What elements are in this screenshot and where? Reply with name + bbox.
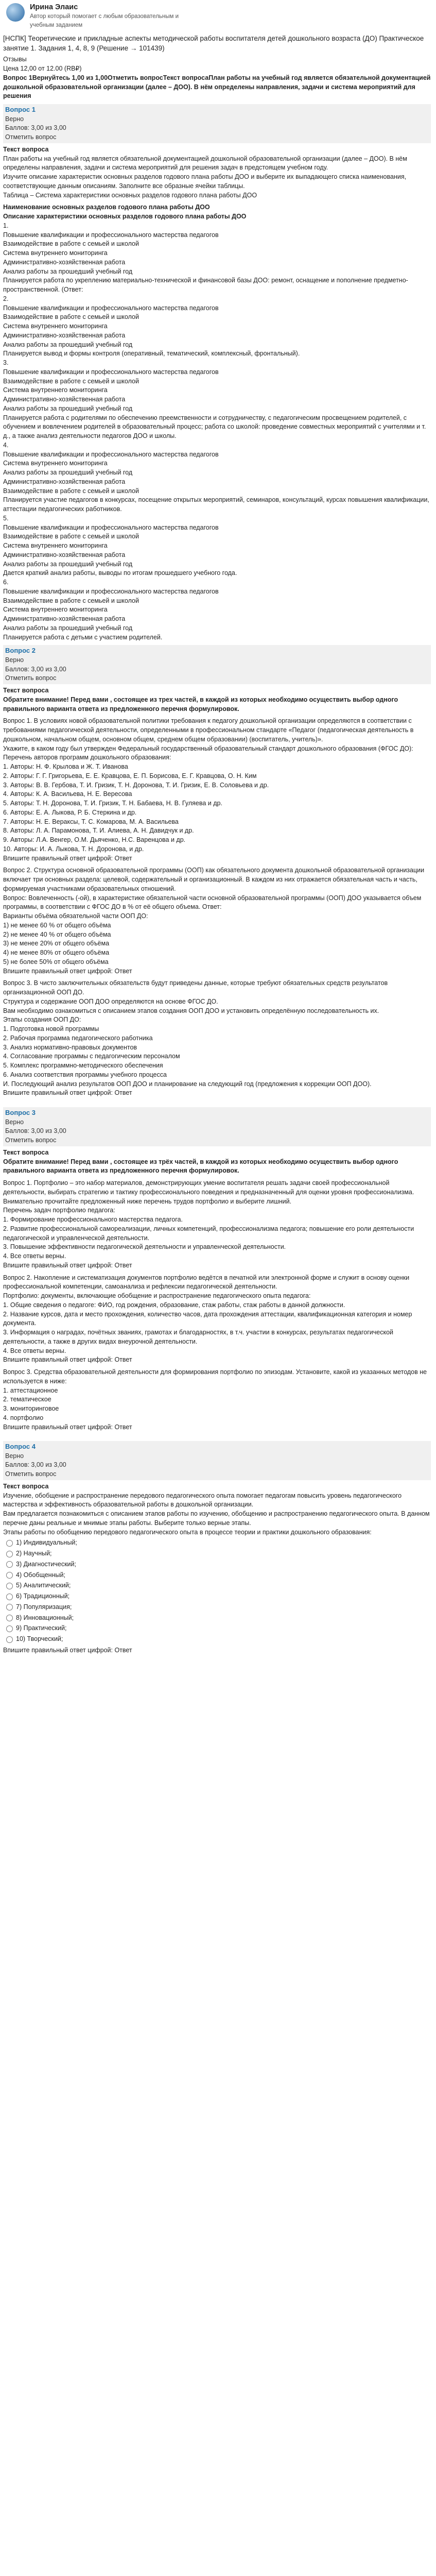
row-line: Административно-хозяйственная работа xyxy=(3,258,126,266)
q3-answer-a[interactable]: Впишите правильный ответ цифрой: Ответ xyxy=(3,1261,132,1269)
radio-icon[interactable] xyxy=(6,1572,13,1579)
list-item: 3. Повышение эффективности педагогической деятельности и управленческой деятельности. xyxy=(3,1243,286,1251)
question-3-label: Текст вопроса xyxy=(3,1148,49,1156)
q3-p2: Вопрос 2. Накопление и систематизация документов портфолио ведётся в печатной или электронной форме и служит в основу оценки профессиональной компетенции, самоанализа и рефлексии педагогической деятельности. xyxy=(3,1274,410,1291)
q3-p2b: Портфолио: документы, включающие обобщение и распространение педагогического опыта педагога: xyxy=(3,1292,311,1299)
question-4-score: Баллов: 3,00 из 3,00 xyxy=(5,1461,66,1469)
q4-p1c: Этапы работы по обобщению передового педагогического опыта в процессе теории и практики дошкольного образования: xyxy=(3,1528,372,1536)
row-line: Анализ работы за прошедший учебный год xyxy=(3,469,133,477)
question-1-header xyxy=(3,104,431,143)
row-line: Повышение квалификации и профессионального мастерства педагогов xyxy=(3,231,219,239)
q1-table-row xyxy=(3,441,431,514)
row-line: Планируется работа с родителями по обеспечению преемственности и сотрудничеству, с педагогическим просвещением родителей, с обучением и вовлечением родителей в образовательный процесс; работа со школой: проведение совместных мероприятий с учителями и т. д., а также анализ деятельности педагогов ДОО и школы. xyxy=(3,414,426,440)
q3-p3: Вопрос 3. Средства образовательной деятельности для формирования портфолио по эпизодам. Установите, какой из указанных методов не используется в ниже: xyxy=(3,1368,427,1385)
question-4-flag[interactable]: Отметить вопрос xyxy=(5,1470,57,1478)
q3-p1b: Внимательно прочитайте предложенный ниже перечень трудов портфолио и выберите лишний. xyxy=(3,1197,292,1205)
doc-meta xyxy=(3,55,431,101)
list-item: 3. мониторинговое xyxy=(3,1405,59,1412)
row-line: Административно-хозяйственная работа xyxy=(3,615,126,623)
option-label: 8) Инновационный; xyxy=(16,1614,74,1621)
row-line: Повышение квалификации и профессионального мастерства педагогов xyxy=(3,523,219,531)
list-item: 8. Авторы: Л. А. Парамонова, Т. И. Алиева, А. Н. Давидчук и др. xyxy=(3,827,194,835)
list-item: 6. Авторы: Е. А. Лыкова, Р. Б. Стеркина и др. xyxy=(3,808,137,816)
q4-option[interactable] xyxy=(6,1549,431,1558)
row-line: Повышение квалификации и профессионального мастерства педагогов xyxy=(3,304,219,312)
q4-options xyxy=(3,1538,431,1644)
q3-answer-b[interactable]: Впишите правильный ответ цифрой: Ответ xyxy=(3,1356,132,1364)
q4-option[interactable] xyxy=(6,1614,431,1623)
q2-p1: Вопрос 1. В условиях новой образовательной политики требования к педагогу дошкольной организации определяются в соответствии с требованиями педагогической деятельности, определенными в профессиональном стандарте «Педагог (педагогическая деятельность в дошкольном, начальном общем, основном общем, среднем общем образовании) (воспитатель, учитель)». xyxy=(3,717,414,743)
row-line: Административно-хозяйственная работа xyxy=(3,396,126,403)
list-item: 3. Анализ нормативно-правовых документов xyxy=(3,1043,137,1051)
option-label: 4) Обобщенный; xyxy=(16,1571,65,1579)
row-line: Административно-хозяйственная работа xyxy=(3,478,126,485)
radio-icon[interactable] xyxy=(6,1594,13,1600)
question-3-score: Баллов: 3,00 из 3,00 xyxy=(5,1127,66,1135)
q2-p2b: Вопрос: Вовлеченность (-ой), в характеристике обязательной части основной образовательной программы (ООП) ДОО указывается объем программы, в соответствии с ФГОС ДО в % от её общего объема. Ответ: xyxy=(3,894,422,911)
list-item: 9. Авторы: Л.А. Венгер, О.М. Дьяченко, Н.С. Варенцова и др. xyxy=(3,836,186,844)
list-item: 5. Авторы: Т. Н. Доронова, Т. И. Гризик, Т. Н. Бабаева, Н. В. Гуляева и др. xyxy=(3,800,222,807)
q2-list-2 xyxy=(3,921,431,967)
question-2 xyxy=(3,645,431,1098)
row-line: Повышение квалификации и профессионального мастерства педагогов xyxy=(3,587,219,595)
row-line: Административно-хозяйственная работа xyxy=(3,331,126,339)
question-4-label: Текст вопроса xyxy=(3,1482,49,1490)
question-3-title: Вопрос 3 xyxy=(5,1109,36,1117)
row-line: Планируется работа по укреплению материально-технической и финансовой базы ДОО: ремонт, оснащение и пополнение предметно-пространственной. (Ответ: xyxy=(3,277,408,294)
radio-icon[interactable] xyxy=(6,1561,13,1568)
row-line: Планируется работа с детьми с участием родителей. xyxy=(3,633,163,641)
list-item: 4. Согласование программы с педагогическим персоналом xyxy=(3,1053,180,1060)
list-item: 2. Развитие профессиональной самореализации, личных компетенций, профессионализма педагога; повышение его роли деятельности педагогической и управленческой деятельности. xyxy=(3,1225,414,1242)
row-line: Система внутреннего мониторинга xyxy=(3,542,108,550)
row-line: Взаимодействие в работе с семьей и школой xyxy=(3,487,139,495)
list-item: 1. аттестационное xyxy=(3,1386,58,1394)
row-line: Взаимодействие в работе с семьей и школой xyxy=(3,597,139,604)
q4-p1b: Вам предлагается познакомиться с описанием этапов работы по изучению, обобщению и распространению педагогического опыта. В данном перечне даны реальные и мнимые этапы работы. Выберите только верные этапы. xyxy=(3,1510,430,1527)
row-number: 3. xyxy=(3,359,9,367)
q1-table-rows xyxy=(3,222,431,642)
list-item: 5) не более 50% от общего объёма xyxy=(3,958,109,965)
radio-icon[interactable] xyxy=(6,1604,13,1611)
row-line: Анализ работы за прошедший учебный год xyxy=(3,267,133,275)
row-line: Дается краткий анализ работы, выводы по итогам прошедшего учебного года. xyxy=(3,569,237,577)
radio-icon[interactable] xyxy=(6,1540,13,1547)
row-number: 1. xyxy=(3,222,9,229)
q2-p3b: Структура и содержание ООП ДОО определяются на основе ФГОС ДО. xyxy=(3,997,218,1005)
q2-p3e: И. Последующий анализ результатов ООП ДОО и планирование на следующий год (предложения к коррекции ООП ДОО). xyxy=(3,1080,372,1088)
row-line: Анализ работы за прошедший учебный год xyxy=(3,404,133,412)
list-item: 1. Формирование профессионального мастерства педагога. xyxy=(3,1216,183,1223)
list-item: 4) не менее 80% от общего объёма xyxy=(3,949,110,957)
author-info xyxy=(30,3,179,29)
option-label: 2) Научный; xyxy=(16,1550,52,1557)
q1-table-row xyxy=(3,578,431,642)
question-1-state: Верно xyxy=(5,115,24,123)
list-item: 7. Авторы: Н. Е. Вераксы, Т. С. Комарова, М. А. Васильева xyxy=(3,818,179,825)
q1-table-row xyxy=(3,222,431,295)
row-line: Анализ работы за прошедший учебный год xyxy=(3,341,133,348)
option-label: 7) Популяризация; xyxy=(16,1603,72,1611)
q4-option[interactable] xyxy=(6,1592,431,1601)
avatar[interactable] xyxy=(6,3,25,22)
row-line: Повышение квалификации и профессионального мастерства педагогов xyxy=(3,368,219,376)
author-name[interactable]: Ирина Элаис xyxy=(30,3,78,11)
row-line: Взаимодействие в работе с семьей и школой xyxy=(3,533,139,540)
question-3 xyxy=(3,1107,431,1432)
q3-p1c: Перечень задач портфолио педагога: xyxy=(3,1207,115,1214)
question-3-flag[interactable]: Отметить вопрос xyxy=(5,1137,57,1144)
row-line: Административно-хозяйственная работа xyxy=(3,551,126,558)
question-4-header xyxy=(3,1441,431,1480)
list-item: 3. Авторы: В. В. Гербова, Т. И. Гризик, Т. Н. Доронова, Т. И. Гризик, Е. В. Соловьева и др. xyxy=(3,781,269,789)
row-number: 6. xyxy=(3,579,9,586)
q4-option[interactable] xyxy=(6,1538,431,1548)
list-item: 2. Рабочая программа педагогического работника xyxy=(3,1034,153,1042)
q3-list-2 xyxy=(3,1301,431,1356)
q4-option[interactable] xyxy=(6,1603,431,1612)
q1-table-row xyxy=(3,514,431,578)
list-item: 4. Все ответы верны. xyxy=(3,1347,66,1354)
row-line: Система внутреннего мониторинга xyxy=(3,460,108,467)
question-4-state: Верно xyxy=(5,1452,24,1460)
question-2-flag[interactable]: Отметить вопрос xyxy=(5,674,57,682)
row-number: 4. xyxy=(3,441,9,449)
row-line: Планируется участие педагогов в конкурсах, посещение открытых мероприятий, семинаров, консультаций, курсах повышения квалификации, аттестации педагогических работников. xyxy=(3,496,429,513)
question-3-state: Верно xyxy=(5,1118,24,1126)
radio-icon[interactable] xyxy=(6,1625,13,1632)
option-label: 10) Творческий; xyxy=(16,1635,63,1643)
question-1-label: Текст вопроса xyxy=(3,145,49,153)
q4-answer[interactable]: Впишите правильный ответ цифрой: Ответ xyxy=(3,1646,132,1654)
list-item: 2. Название курсов, дата и место прохождения, количество часов, дата прохождения аттестации, квалификационная категория и номер документа. xyxy=(3,1310,412,1327)
row-line: Система внутреннего мониторинга xyxy=(3,606,108,614)
q2-answer-c[interactable]: Впишите правильный ответ цифрой: Ответ xyxy=(3,1089,132,1097)
list-item: 10. Авторы: И. А. Лыкова, Т. Н. Доронова, и др. xyxy=(3,845,144,853)
question-2-state: Верно xyxy=(5,656,24,664)
author-desc-2: учебным заданием xyxy=(30,22,83,28)
q2-p2: Вопрос 2. Структура основной образовательной программы (ООП) как обязательного документа дошкольной образовательной организации включает три основных раздела: целевой, содержательный и организационный. В каждом из них отражается обязательная часть и часть, формируемая участниками образовательных отношений. xyxy=(3,867,425,892)
q1-intro-2: Таблица – Система характеристики основных разделов годового плана работы ДОО xyxy=(3,191,257,199)
list-item: 2. Авторы: Г. Г. Григорьева, Е. Е. Кравцова, Е. П. Борисова, Е. Г. Кравцова, О. Н. Ким xyxy=(3,772,257,779)
q4-p1: Изучение, обобщение и распространение передового педагогического опыта помогает педагогам повысить уровень педагогического мастерства и эффективность образовательной работы в дошкольной организации. xyxy=(3,1492,402,1509)
row-line: Система внутреннего мониторинга xyxy=(3,386,108,394)
row-number: 5. xyxy=(3,514,9,522)
option-label: 9) Практический; xyxy=(16,1624,67,1632)
q4-option[interactable] xyxy=(6,1560,431,1569)
q2-p1c: Перечень авторов программ дошкольного образования: xyxy=(3,754,171,761)
row-line: Система внутреннего мониторинга xyxy=(3,323,108,330)
q1-table-row xyxy=(3,359,431,441)
question-4 xyxy=(3,1441,431,1655)
radio-icon[interactable] xyxy=(6,1583,13,1589)
author-header xyxy=(3,1,431,33)
list-item: 4. портфолио xyxy=(3,1414,44,1421)
author-desc-1: Автор который помогает с любым образовательным и xyxy=(30,13,179,20)
row-line: Взаимодействие в работе с семьей и школой xyxy=(3,313,139,321)
row-line: Взаимодействие в работе с семьей и школой xyxy=(3,240,139,248)
q4-option[interactable] xyxy=(6,1624,431,1633)
q3-p1: Вопрос 1. Портфолио – это набор материалов, демонстрирующих умение воспитателя решать задачи своей профессиональной деятельности, выбирать стратегию и тактику профессионального поведения и предназначенный для оценки уровня профессионализма. xyxy=(3,1179,414,1196)
option-label: 6) Традиционный; xyxy=(16,1592,70,1600)
radio-icon[interactable] xyxy=(6,1615,13,1621)
q2-p2c: Варианты объёма обязательной части ООП ДО: xyxy=(3,912,148,920)
q4-option[interactable] xyxy=(6,1581,431,1590)
row-line: Анализ работы за прошедший учебный год xyxy=(3,560,133,568)
question-3-header xyxy=(3,1107,431,1146)
q3-intro: Обратите внимание! Перед вами , состоящее из трёх частей, в каждой из которых необходимо осуществить выбор одного правильного варианта ответа из предложенного перечня формулировок. xyxy=(3,1158,398,1175)
q1-intro-1: Изучите описание характеристик основных разделов годового плана работы ДОО и выберите их выпадающего списка наименования, соответствующие данным описаниям. Заполните все образные ячейки таблицы. xyxy=(3,173,407,190)
list-item: 3. Информация о наградах, почётных званиях, грамотах и благодарностях, в т.ч. участии в конкурсах, результатах педагогической деятельности, а также в других видах внеурочной деятельности. xyxy=(3,1329,394,1345)
q2-answer-b[interactable]: Впишите правильный ответ цифрой: Ответ xyxy=(3,967,132,975)
list-item: 4. Все ответы верны. xyxy=(3,1252,66,1260)
q2-p3: Вопрос 3. В чисто заключительных обязательств будут приведены данные, которые требуют обязательных средств результатов организационной ООП ДО. xyxy=(3,979,388,996)
q1-table-head-2: Описание характеристики основных разделов годового плана работы ДОО xyxy=(3,213,247,221)
option-label: 1) Индивидуальный; xyxy=(16,1539,77,1547)
list-item: 5. Комплекс программно-методического обеспечения xyxy=(3,1062,163,1070)
row-line: Взаимодействие в работе с семьей и школой xyxy=(3,377,139,385)
row-number: 2. xyxy=(3,295,9,302)
list-item: 1. Авторы: Н. Ф. Крылова и Ж. Т. Иванова xyxy=(3,763,128,771)
question-2-header xyxy=(3,645,431,684)
list-item: 6. Анализ соответствия программы учебного процесса xyxy=(3,1071,167,1078)
q2-p3d: Этапы создания ООП ДО: xyxy=(3,1016,81,1024)
row-line: Повышение квалификации и профессионального мастерства педагогов xyxy=(3,450,219,458)
q2-list-1 xyxy=(3,762,431,854)
question-1 xyxy=(3,104,431,642)
question-4-title: Вопрос 4 xyxy=(5,1443,36,1451)
row-line: Система внутреннего мониторинга xyxy=(3,249,108,257)
q2-list-3 xyxy=(3,1025,431,1080)
price-line: Цена 12,00 от 12.00 (RB₽) xyxy=(3,65,82,73)
q3-list-3 xyxy=(3,1386,431,1423)
list-item: 3) не менее 20% от общего объёма xyxy=(3,940,110,947)
summary-line: Вопрос 1Вернуйтесь 1,00 из 1,00Отметить вопросТекст вопросаПлан работы на учебный год является обязательной документацией дошкольной образовательной организации (далее – ДОО). В нём определены направления, задачи и система мероприятий для решения xyxy=(3,74,431,100)
radio-icon[interactable] xyxy=(6,1636,13,1643)
list-item: 2. тематическое xyxy=(3,1396,51,1403)
q2-p3c: Вам необходимо ознакомиться с описанием этапов создания ООП ДОО и установить определённую последовательность их. xyxy=(3,1007,379,1014)
q2-intro: Обратите внимание! Перед вами , состоящее из трех частей, в каждой из которых необходимо осуществить выбор одного правильного варианта ответа из предложенного перечня формулировок. xyxy=(3,696,398,713)
question-2-title: Вопрос 2 xyxy=(5,647,36,655)
q4-option[interactable] xyxy=(6,1571,431,1580)
list-item: 1. Подготовка новой программы xyxy=(3,1025,99,1033)
q3-list-1 xyxy=(3,1215,431,1261)
q1-table-head-1: Наименование основных разделов годового плана работы ДОО xyxy=(3,204,210,211)
list-item: 2) не менее 40 % от общего объёма xyxy=(3,930,111,938)
radio-icon[interactable] xyxy=(6,1551,13,1557)
list-item: 4. Авторы: К. А. Васильева, Н. Е. Вересова xyxy=(3,790,132,798)
question-1-score: Баллов: 3,00 из 3,00 xyxy=(5,124,66,132)
question-2-label: Текст вопроса xyxy=(3,687,49,694)
row-line: Анализ работы за прошедший учебный год xyxy=(3,624,133,632)
q4-option[interactable] xyxy=(6,1635,431,1644)
option-label: 3) Диагностический; xyxy=(16,1560,76,1568)
option-label: 5) Аналитический; xyxy=(16,1582,71,1589)
list-item: 1. Общие сведения о педагоге: ФИО, год рождения, образование, стаж работы, стаж работы в данной должности. xyxy=(3,1301,345,1309)
reviews-link[interactable]: Отзывы xyxy=(3,56,27,63)
question-1-title: Вопрос 1 xyxy=(5,106,36,114)
q3-answer-c[interactable]: Впишите правильный ответ цифрой: Ответ xyxy=(3,1423,132,1431)
q2-answer-a[interactable]: Впишите правильный ответ цифрой: Ответ xyxy=(3,854,132,862)
row-line: Планируется вывод и формы контроля (оперативный, тематический, комплексный, фронтальный). xyxy=(3,350,300,358)
q1-intro-0: План работы на учебный год является обязательной документацией дошкольной образовательной организации (далее – ДОО). В нём определены направления, задачи и система мероприятий для решения задач в предстоящем учебном году. xyxy=(3,155,407,172)
q2-p1b: Укажите, в каком году был утвержден Федеральный государственный образовательный стандарт дошкольного образования (ФГОС ДО): xyxy=(3,744,413,752)
list-item: 1) не менее 60 % от общего объёма xyxy=(3,921,111,929)
doc-title: [НСПК] Теоретические и прикладные аспекты методической работы воспитателя детей дошкольного возраста (ДО) Практическое занятие 1. Задания 1, 4, 8, 9 (Решение → 101439) xyxy=(3,35,424,52)
q1-table-row xyxy=(3,295,431,359)
question-1-flag[interactable]: Отметить вопрос xyxy=(5,133,57,141)
question-2-score: Баллов: 3,00 из 3,00 xyxy=(5,665,66,673)
